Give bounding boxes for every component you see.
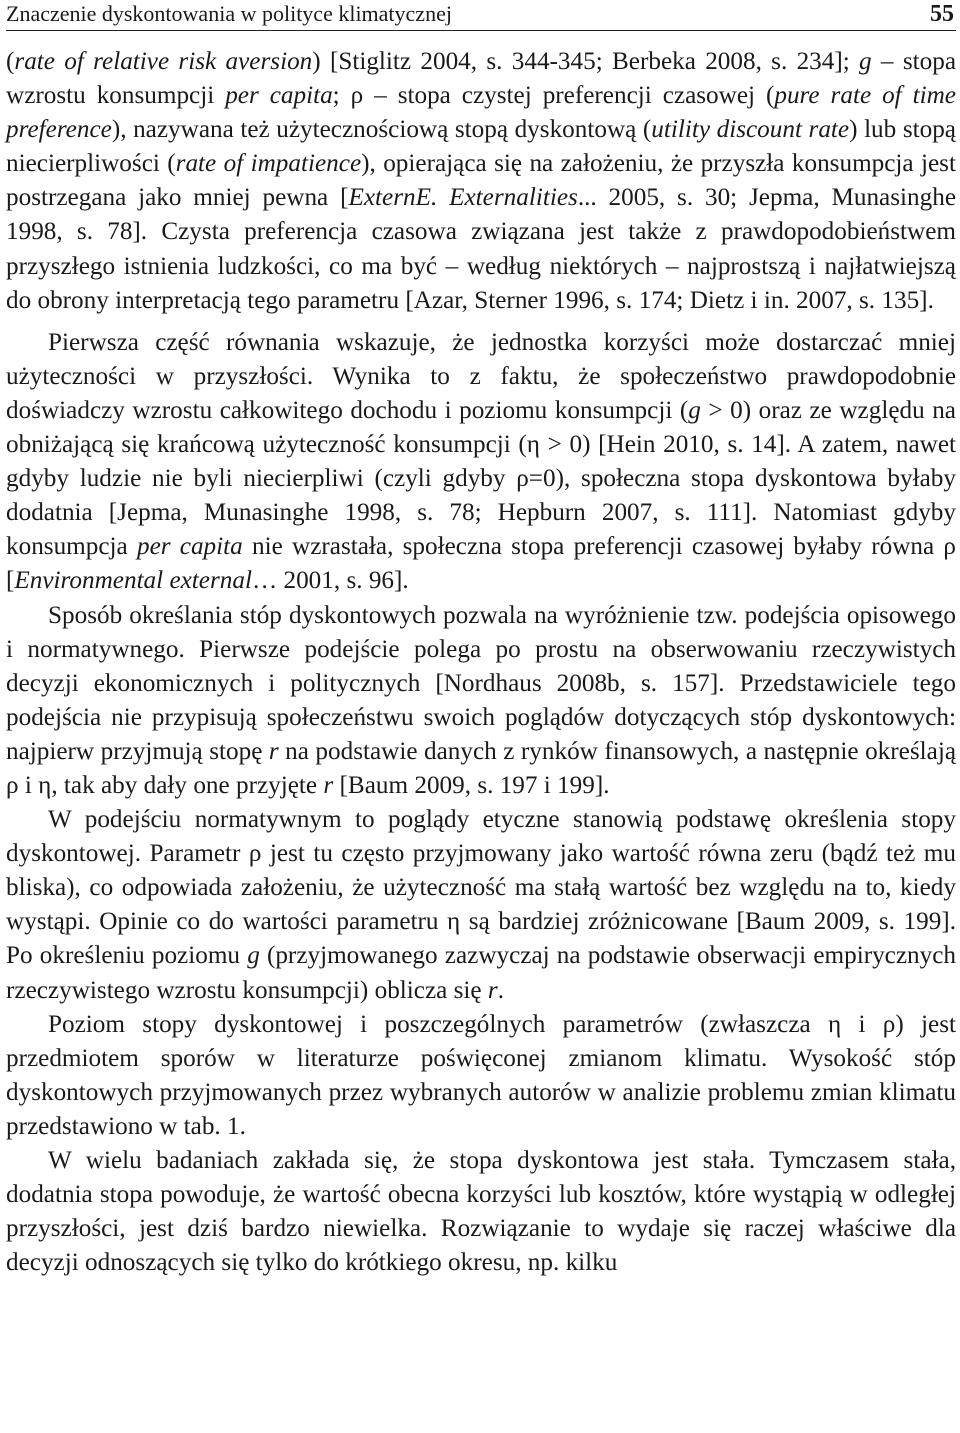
italic-text-run: per capita bbox=[136, 533, 243, 561]
running-header bbox=[6, 0, 956, 31]
italic-text-run: r bbox=[487, 976, 498, 1004]
text-run: ; ρ – stopa czystej preferencji czasowej ( bbox=[332, 82, 775, 110]
running-title: Znaczenie dyskontowania w polityce klimatycznej bbox=[6, 1, 452, 26]
text-run: > 0) oraz ze względu na obniżającą się krańcową użyteczność konsumpcji (η > 0) [Hein 2010, s. 14]. A zatem, nawet gdyby ludzie nie byli niecierpliwi (czyli gdyby ρ=0), społeczna stopa dyskontowa byłaby dodatnia [Jepma, Munasinghe 1998, s. 78; Hepburn 2007, s. 111]. Natomiast gdyby konsumpcja bbox=[6, 396, 956, 561]
paragraph-6 bbox=[6, 1144, 956, 1280]
italic-text-run: r bbox=[268, 737, 279, 765]
text-run: ) lub stopą niecierpliwości ( bbox=[6, 116, 956, 178]
italic-text-run: g bbox=[859, 48, 872, 75]
italic-text-run: utility discount rate bbox=[651, 116, 850, 144]
text-run: … 2001, s. 96]. bbox=[251, 567, 409, 595]
body-text bbox=[6, 45, 956, 1280]
text-run: Poziom stopy dyskontowej i poszczególnych parametrów (zwłaszcza η i ρ) jest przedmiotem sporów w literaturze poświęconej zmianom klimatu. Wysokość stóp dyskontowych przyjmowanych przez wybranych autorów w analizie problemu zmian klimatu przedstawiono w tab. 1. bbox=[6, 1010, 956, 1140]
paragraph-2 bbox=[6, 326, 956, 599]
paragraph-3 bbox=[6, 599, 956, 804]
italic-text-run: rate of impatience bbox=[175, 150, 362, 178]
italic-text-run: Environmental external bbox=[14, 567, 252, 595]
text-run: W podejściu normatywnym to poglądy etyczne stanowią podstawę określenia stopy dyskontowej. Parametr ρ jest tu często przyjmowany jako wartość równa zeru (bądź też mu bliska), co odpowiada założeniu, że użyteczność ma stałą wartość bez względu na to, kiedy wystąpi. Opinie co do wartości parametru η są bardziej zróżnicowane [Baum 2009, s. 199]. Po określeniu poziomu bbox=[6, 806, 956, 970]
italic-text-run: g bbox=[247, 942, 260, 970]
text-run: ( bbox=[6, 48, 15, 75]
text-run: ), nazywana też użytecznościową stopą dyskontową ( bbox=[111, 116, 652, 144]
text-run: nie wzrastała, społeczna stopa preferencji czasowej byłaby równa ρ [ bbox=[6, 533, 956, 595]
italic-text-run: per capita bbox=[225, 82, 333, 110]
text-run: ) [Stiglitz 2004, s. 344-345; Berbeka 2008, s. 234]; bbox=[312, 48, 860, 75]
text-run: [Baum 2009, s. 197 i 199]. bbox=[333, 771, 610, 799]
text-run: Sposób określania stóp dyskontowych pozwala na wyróżnienie tzw. podejścia opisowego i normatywnego. Pierwsze podejście polega po prostu na obserwowaniu rzeczywistych decyzji ekonomicznych i politycznych [Nordhaus 2008b, s. 157]. Przedstawiciele tego podejścia nie przypisują społeczeństwu swoich poglądów dotyczących stóp dyskontowych: najpierw przyjmują stopę bbox=[6, 601, 956, 765]
italic-text-run: rate of relative risk aversion bbox=[14, 48, 313, 75]
paragraph-4 bbox=[6, 803, 956, 1008]
italic-text-run: r bbox=[323, 771, 334, 799]
text-run: . bbox=[497, 976, 505, 1004]
italic-text-run: ExternE. Externalities bbox=[348, 184, 578, 212]
text-run: – stopa wzrostu konsumpcji bbox=[6, 48, 956, 110]
italic-text-run: g bbox=[688, 396, 701, 424]
page-number: 55 bbox=[930, 1, 954, 27]
text-run: Pierwsza część równania wskazuje, że jednostka korzyści może dostarczać mniej użyteczności w przyszłości. Wynika to z faktu, że społeczeństwo prawdopodobnie doświadczy wzrostu całkowitego dochodu i poziomu konsumpcji ( bbox=[6, 328, 956, 424]
paragraph-1 bbox=[6, 45, 956, 318]
italic-text-run: pure rate of time preference bbox=[6, 82, 956, 144]
text-run: na podstawie danych z rynków finansowych, a następnie określają ρ i η, tak aby dały one przyjęte bbox=[6, 737, 956, 799]
text-run: ), opierająca się na założeniu, że przyszła konsumpcja jest postrzegana jako mniej pewna [ bbox=[6, 150, 956, 212]
text-run: ... 2005, s. 30; Jepma, Munasinghe 1998, s. 78]. Czysta preferencja czasowa związana jest także z prawdopodobieństwem przyszłego istnienia ludzkości, co ma być – według niektórych – najprostszą i najłatwiejszą do obrony interpretacją tego parametru [Azar, Sterner 1996, s. 174; Dietz i in. 2007, s. 135]. bbox=[6, 184, 956, 314]
text-run: W wielu badaniach zakłada się, że stopa dyskontowa jest stała. Tymczasem stała, dodatnia stopa powoduje, że wartość obecna korzyści lub kosztów, które wystąpią w odległej przyszłości, jest dziś bardzo niewielka. Rozwiązanie to wydaje się raczej właściwe dla decyzji odnoszących się tylko do krótkiego okresu, np. kilku bbox=[6, 1147, 956, 1277]
paragraph-5 bbox=[6, 1008, 956, 1144]
text-run: (przyjmowanego zazwyczaj na podstawie obserwacji empirycznych rzeczywistego wzrostu konsumpcji) oblicza się bbox=[6, 942, 956, 1004]
